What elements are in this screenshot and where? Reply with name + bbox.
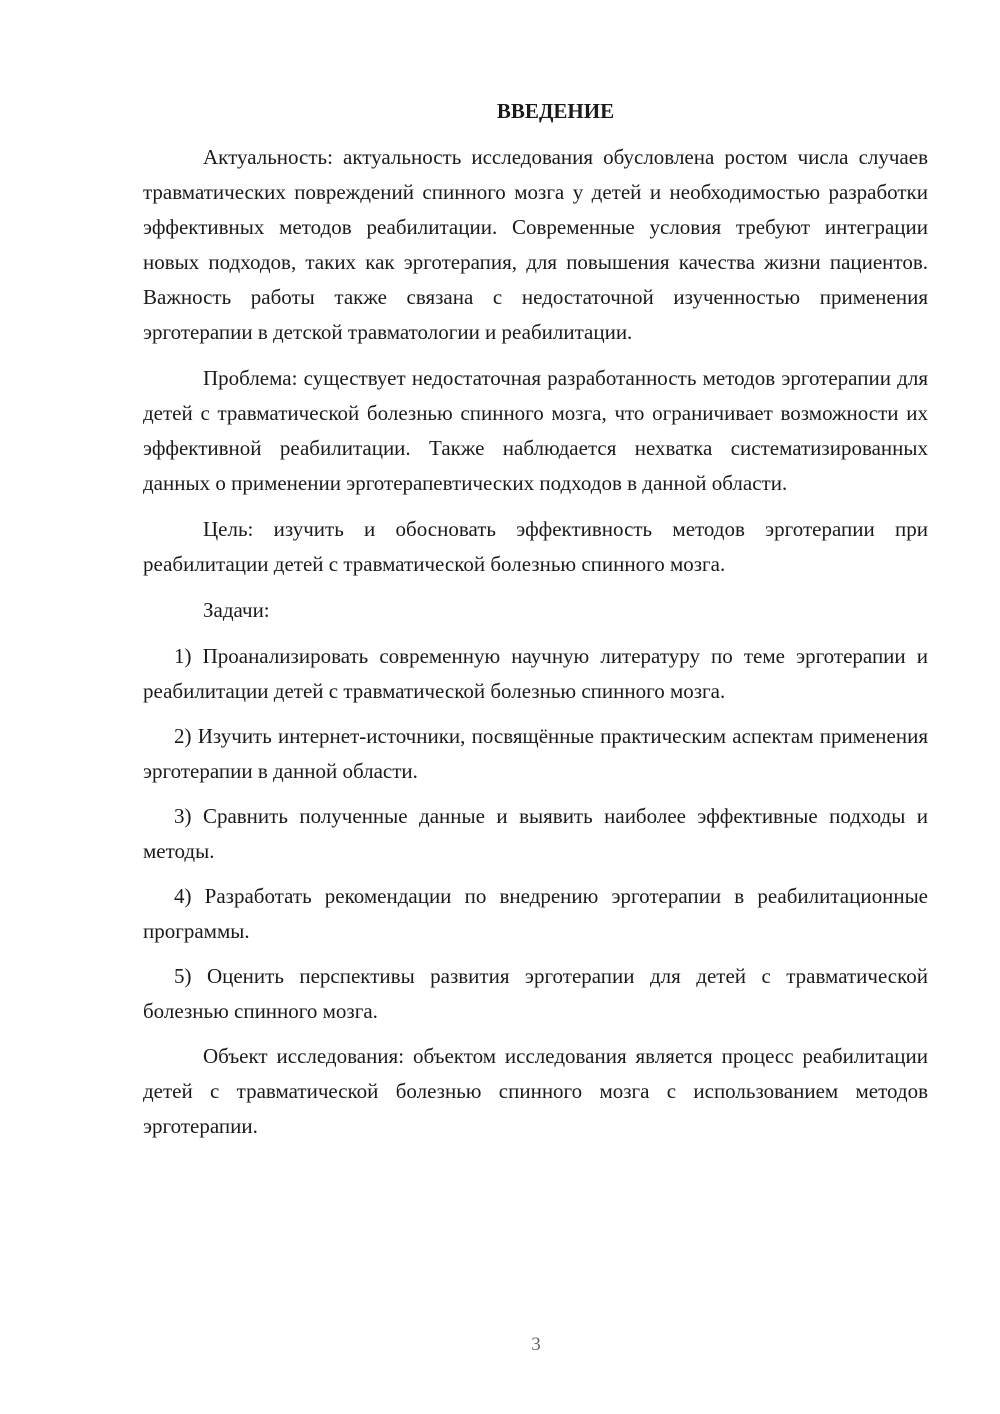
task-item: 1) Проанализировать современную научную литературу по теме эрготерапии и реабилитации детей с травматической болезнью спинного мозга.	[143, 644, 928, 703]
task-item: 5) Оценить перспективы развития эрготерапии для детей с травматической болезнью спинного мозга.	[143, 964, 928, 1023]
page-number: 3	[531, 1334, 541, 1355]
goal-paragraph: Цель: изучить и обосновать эффективность методов эрготерапии при реабилитации детей с травматической болезнью спинного мозга.	[143, 517, 928, 576]
document-page	[143, 96, 928, 1155]
tasks-label: Задачи:	[203, 598, 270, 622]
section-heading: ВВЕДЕНИЕ	[496, 99, 615, 123]
task-item: 4) Разработать рекомендации по внедрению эрготерапии в реабилитационные программы.	[143, 884, 928, 943]
relevance-paragraph: Актуальность: актуальность исследования обусловлена ростом числа случаев травматических повреждений спинного мозга у детей и необходимостью разработки эффективных методов реабилитации. Современные условия требуют интеграции новых подходов, таких как эрготерапия, для повышения качества жизни пациентов. Важность работы также связана с недостаточной изученностью применения эрготерапии в детской травматологии и реабилитации.	[143, 145, 928, 344]
object-paragraph: Объект исследования: объектом исследования является процесс реабилитации детей с травматической болезнью спинного мозга с использованием методов эрготерапии.	[143, 1044, 928, 1138]
task-item: 2) Изучить интернет-источники, посвящённые практическим аспектам применения эрготерапии в данной области.	[143, 724, 928, 783]
task-item: 3) Сравнить полученные данные и выявить наиболее эффективные подходы и методы.	[143, 804, 928, 863]
problem-paragraph: Проблема: существует недостаточная разработанность методов эрготерапии для детей с травматической болезнью спинного мозга, что ограничивает возможности их эффективной реабилитации. Также наблюдается нехватка систематизированных данных о применении эрготерапевтических подходов в данной области.	[143, 366, 928, 495]
